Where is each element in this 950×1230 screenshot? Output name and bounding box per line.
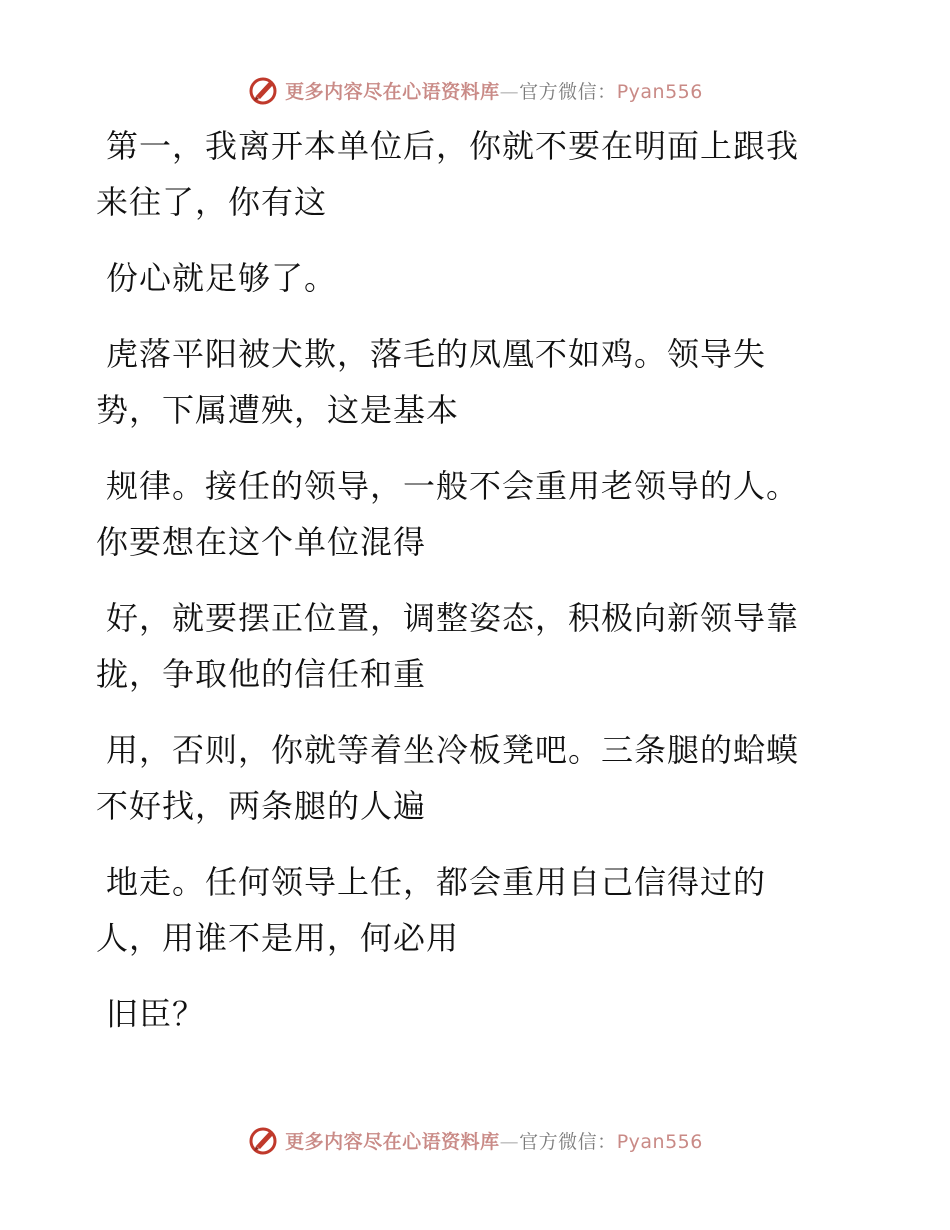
banner-official-label: 官方微信： <box>519 1130 617 1153</box>
paragraph-line: 你要想在这个单位混得 <box>96 523 427 561</box>
pen-logo-icon <box>247 1124 279 1156</box>
paragraph-line: 虎落平阳被犬欺，落毛的凤凰不如鸡。领导失 <box>106 335 767 373</box>
paragraph <box>96 118 876 230</box>
pen-logo-icon <box>247 74 279 106</box>
paragraph-line: 旧臣？ <box>106 995 206 1033</box>
paragraph <box>96 590 876 702</box>
banner-dash: — <box>499 80 520 103</box>
paragraph <box>96 250 876 306</box>
banner-wechat-id: Pyan556 <box>616 80 703 103</box>
paragraph-line: 份心就足够了。 <box>106 259 338 297</box>
paragraph-line: 势，下属遭殃，这是基本 <box>96 391 460 429</box>
paragraph-line: 好，就要摆正位置，调整姿态，积极向新领导靠 <box>106 599 800 637</box>
banner-site-name: 更多内容尽在心语资料库 <box>285 80 500 103</box>
document-body <box>96 118 876 1062</box>
footer-watermark-banner <box>0 1122 950 1158</box>
paragraph-line: 拢，争取他的信任和重 <box>96 655 427 693</box>
paragraph <box>96 722 876 834</box>
paragraph <box>96 986 876 1042</box>
paragraph-line: 规律。接任的领导，一般不会重用老领导的人。 <box>106 467 800 505</box>
banner-wechat-id: Pyan556 <box>616 1130 703 1153</box>
paragraph-line: 不好找，两条腿的人遍 <box>96 787 427 825</box>
paragraph <box>96 854 876 966</box>
paragraph-line: 来往了，你有这 <box>96 183 328 221</box>
banner-text <box>285 1127 703 1154</box>
paragraph-line: 人，用谁不是用，何必用 <box>96 919 460 957</box>
banner-site-name: 更多内容尽在心语资料库 <box>285 1130 500 1153</box>
header-watermark-banner <box>0 72 950 108</box>
paragraph <box>96 326 876 438</box>
paragraph-line: 第一，我离开本单位后，你就不要在明面上跟我 <box>106 127 800 165</box>
paragraph <box>96 458 876 570</box>
banner-dash: — <box>499 1130 520 1153</box>
paragraph-line: 用，否则，你就等着坐冷板凳吧。三条腿的蛤蟆 <box>106 731 800 769</box>
banner-text <box>285 77 703 104</box>
paragraph-line: 地走。任何领导上任，都会重用自己信得过的 <box>106 863 767 901</box>
banner-official-label: 官方微信： <box>519 80 617 103</box>
